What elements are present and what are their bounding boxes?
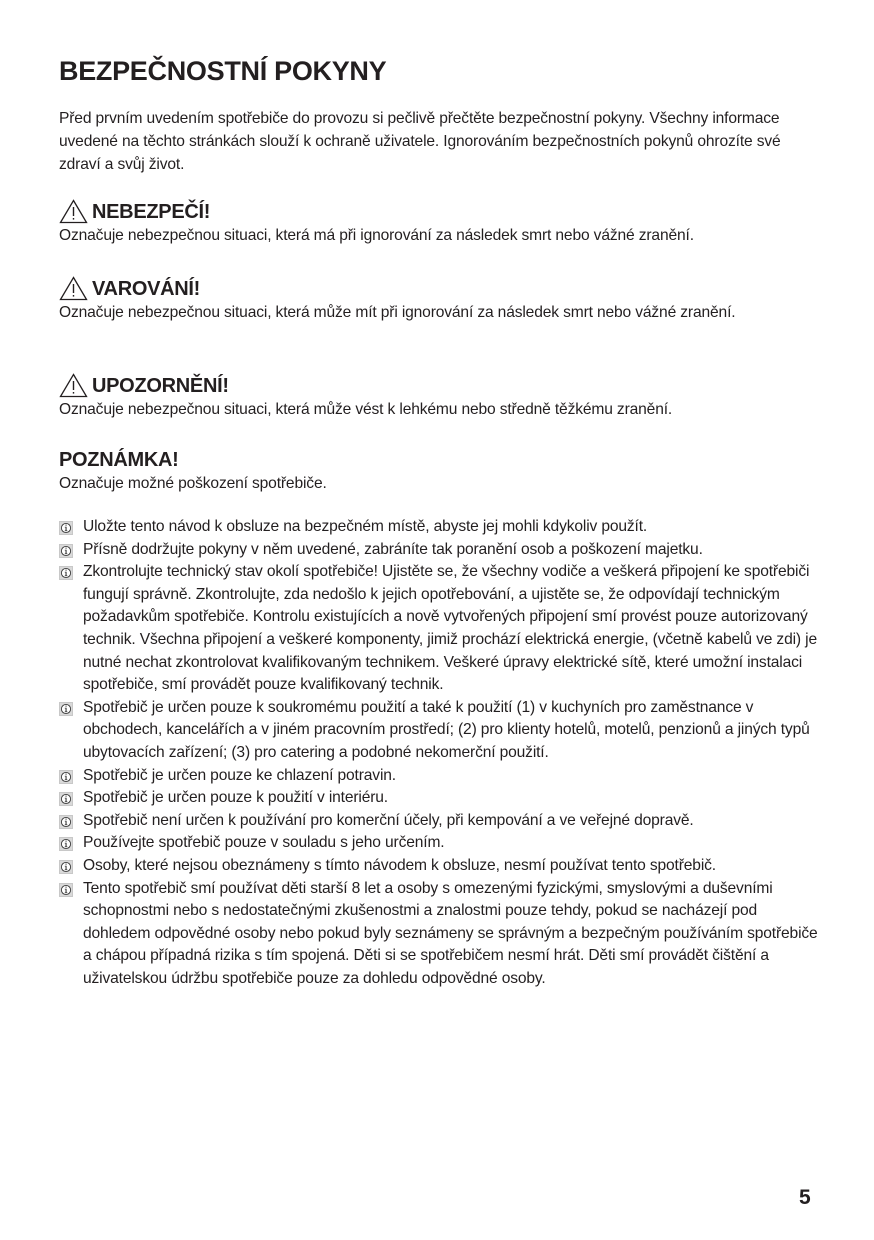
list-item	[59, 810, 819, 833]
section-heading	[59, 372, 819, 398]
list-item-text: Zkontrolujte technický stav okolí spotřebiče! Ujistěte se, že všechny vodiče a veškerá připojení ke spotřebiči fungují správně. Zkontrolujte, zda nedošlo k jejich opotřebování, a ujistěte se, že odpovídají technickým požadavkům spotřebiče. Kontrolu existujících a nově vytvořených připojení smí provést pouze autorizovaný technik. Všechna připojení a veškeré komponenty, jimiž prochází elektrická energie, (včetně kabelů ve zdi) je nutné nechat zkontrolovat kvalifikovaným technikem. Veškeré úpravy elektrické sítě, které umožní instalaci spotřebiče, smí provádět pouze kvalifikovaný technik.	[83, 563, 817, 694]
list-item	[59, 855, 819, 878]
list-item-text: Spotřebič je určen pouze k soukromému použití a také k použití (1) v kuchyních pro zaměstnance v obchodech, kancelářích a v jiném pracovním prostředí; (2) pro klienty hotelů, motelů, penzionů a jiných typů ubytovacích zařízení; (3) pro catering a podobné nekomerční použití.	[83, 698, 810, 761]
info-icon	[59, 521, 73, 535]
warning-triangle-icon	[59, 199, 88, 224]
section-text: Označuje nebezpečnou situaci, která může mít při ignorování za následek smrt nebo vážné zranění.	[59, 304, 736, 321]
section-heading	[59, 275, 819, 301]
list-item	[59, 878, 819, 991]
info-icon	[59, 883, 73, 897]
warning-triangle-icon	[59, 276, 88, 301]
page-number: 5	[799, 1186, 811, 1209]
info-icon	[59, 837, 73, 851]
section-text: Označuje možné poškození spotřebiče.	[59, 475, 327, 492]
section-text: Označuje nebezpečnou situaci, která má při ignorování za následek smrt nebo vážné zranění.	[59, 227, 694, 244]
section-warning	[59, 275, 819, 324]
safety-instructions-list	[59, 516, 819, 990]
section-heading	[59, 446, 819, 472]
list-item	[59, 539, 819, 562]
info-icon	[59, 815, 73, 829]
list-item	[59, 516, 819, 539]
info-icon	[59, 860, 73, 874]
info-icon	[59, 702, 73, 716]
section-heading-text: UPOZORNĚNÍ!	[92, 375, 229, 397]
list-item-text: Spotřebič je určen pouze ke chlazení potravin.	[83, 766, 396, 784]
info-icon	[59, 792, 73, 806]
list-item	[59, 832, 819, 855]
list-item-text: Osoby, které nejsou obeznámeny s tímto návodem k obsluze, nesmí používat tento spotřebič.	[83, 856, 716, 874]
list-item-text: Používejte spotřebič pouze v souladu s jeho určením.	[83, 834, 445, 852]
page-title: BEZPEČNOSTNÍ POKYNY	[59, 56, 387, 86]
section-heading	[59, 198, 819, 224]
list-item-text: Uložte tento návod k obsluze na bezpečném místě, abyste jej mohli kdykoliv použít.	[83, 518, 648, 535]
list-item-text: Spotřebič není určen k používání pro komerční účely, při kempování a ve veřejné dopravě.	[83, 811, 694, 829]
list-item	[59, 697, 819, 765]
list-item-text: Spotřebič je určen pouze k použití v interiéru.	[83, 789, 388, 807]
section-caution	[59, 372, 819, 421]
warning-triangle-icon	[59, 373, 88, 398]
list-item	[59, 765, 819, 788]
list-item-text: Přísně dodržujte pokyny v něm uvedené, zabráníte tak poranění osob a poškození majetku.	[83, 540, 703, 558]
intro-paragraph: Před prvním uvedením spotřebiče do provozu si pečlivě přečtěte bezpečnostní pokyny. Všechny informace uvedené na těchto stránkách slouží k ochraně uživatele. Ignorováním bezpečnostních pokynů ohrozíte své zdraví a svůj život.	[59, 110, 781, 173]
info-icon	[59, 566, 73, 580]
section-note	[59, 446, 819, 495]
list-item	[59, 787, 819, 810]
list-item-text: Tento spotřebič smí používat děti starší 8 let a osoby s omezenými fyzickými, smyslovými a duševními schopnostmi nebo s nedostatečnými zkušenostmi a znalostmi pouze tehdy, pokud se nacházejí pod dohledem odpovědné osoby nebo pokud byly seznámeny se správným a bezpečným používáním spotřebiče a chápou případná rizika s tím spojená. Děti si se spotřebičem nesmí hrát. Děti smí provádět čištění a uživatelskou údržbu spotřebiče pouze za dohledu odpovědné osoby.	[83, 879, 818, 987]
section-text: Označuje nebezpečnou situaci, která může vést k lehkému nebo středně těžkému zranění.	[59, 401, 673, 418]
info-icon	[59, 770, 73, 784]
section-heading-text: VAROVÁNÍ!	[92, 278, 201, 300]
info-icon	[59, 544, 73, 558]
section-danger	[59, 198, 819, 247]
section-heading-text: POZNÁMKA!	[59, 449, 179, 471]
list-item	[59, 561, 819, 697]
section-heading-text: NEBEZPEČÍ!	[92, 201, 211, 223]
